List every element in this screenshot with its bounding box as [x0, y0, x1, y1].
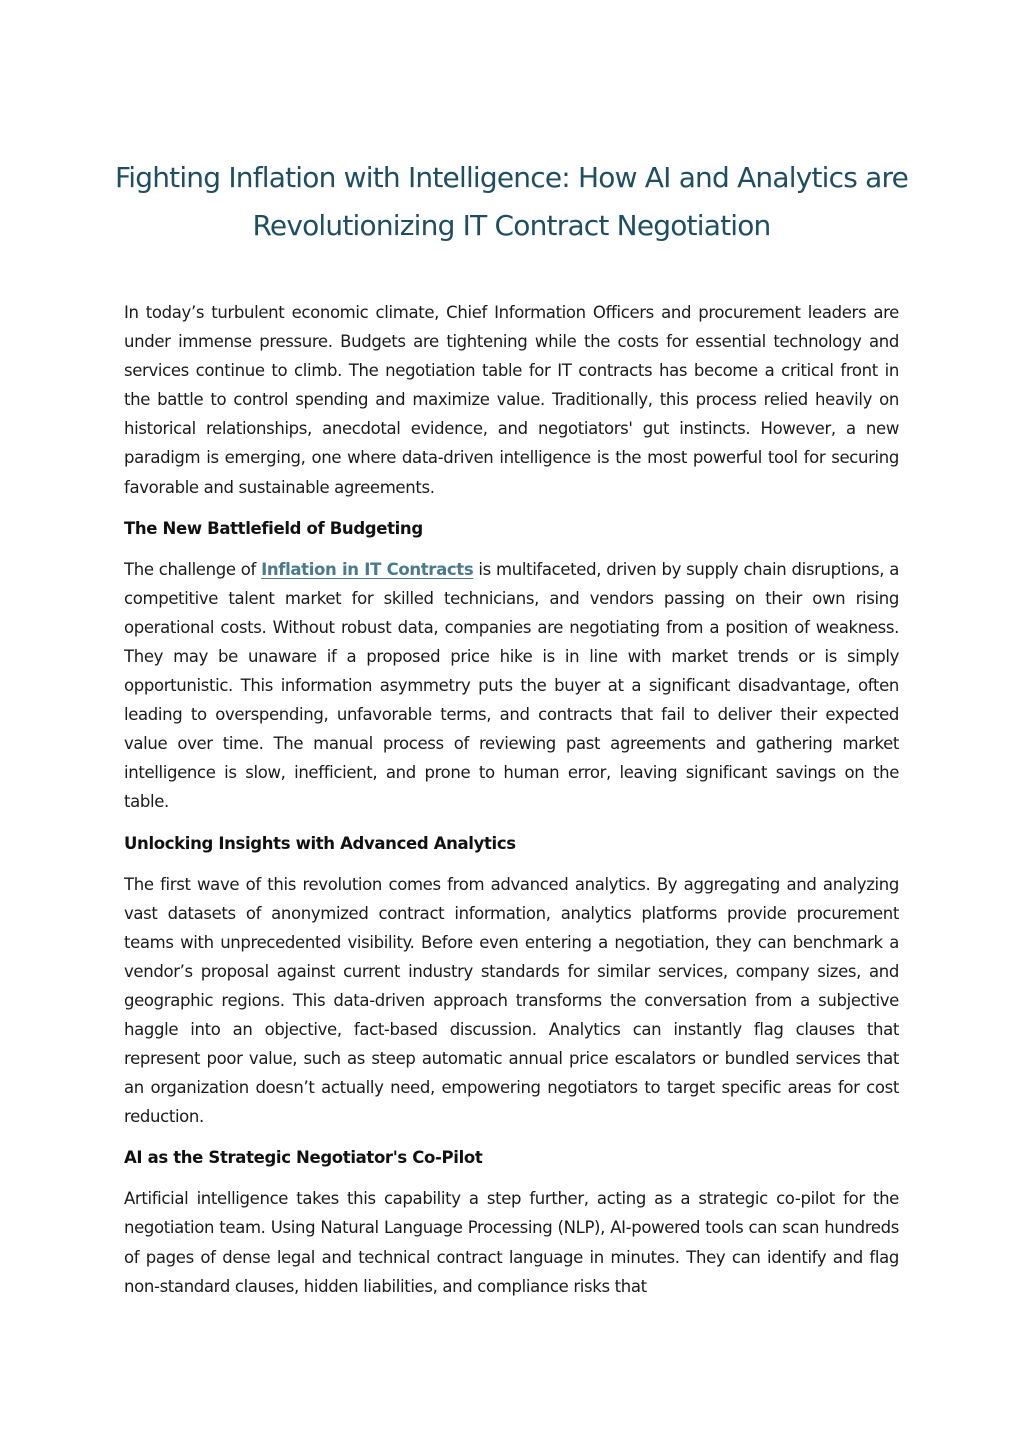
paragraph-text: The challenge of	[124, 559, 262, 579]
paragraph-text: is multifaceted, driven by supply chain disruptions, a competitive talent market for skilled technicians, and vendors passing on their own rising operational costs. Without robust data, companies are negotiating from a position of weakness. They may be unaware if a proposed price hike is in line with market trends or is simply opportunistic. This information asymmetry puts the buyer at a significant disadvantage, often leading to overspending, unfavorable terms, and contracts that fail to deliver their expected value over time. The manual process of reviewing past agreements and gathering market intelligence is slow, inefficient, and prone to human error, leaving significant savings on the table.	[124, 559, 899, 812]
inflation-contracts-link[interactable]: Inflation in IT Contracts	[261, 559, 474, 579]
section-paragraph-budgeting	[124, 555, 899, 817]
intro-paragraph: In today’s turbulent economic climate, Chief Information Officers and procurement leaders are under immense pressure. Budgets are tightening while the costs for essential technology and services continue to climb. The negotiation table for IT contracts has become a critical front in the battle to control spending and maximize value. Traditionally, this process relied heavily on historical relationships, anecdotal evidence, and negotiators' gut instincts. However, a new paradigm is emerging, one where data-driven intelligence is the most powerful tool for securing favorable and sustainable agreements.	[124, 303, 899, 497]
section-heading-ai-copilot: AI as the Strategic Negotiator's Co-Pilot	[124, 1148, 483, 1168]
section-heading-budgeting: The New Battlefield of Budgeting	[124, 518, 423, 538]
section-paragraph-analytics: The first wave of this revolution comes from advanced analytics. By aggregating and analyzing vast datasets of anonymized contract information, analytics platforms provide procurement teams with unprecedented visibility. Before even entering a negotiation, they can benchmark a vendor’s proposal against current industry standards for similar services, company sizes, and geographic regions. This data-driven approach transforms the conversation from a subjective haggle into an objective, fact-based discussion. Analytics can instantly flag clauses that represent poor value, such as steep automatic annual price escalators or bundled services that an organization doesn’t actually need, empowering negotiators to target specific areas for cost reduction.	[124, 874, 899, 1127]
document-title: Fighting Inflation with Intelligence: How AI and Analytics are Revolutionizing IT Contract Negotiation	[114, 161, 909, 242]
section-heading-analytics: Unlocking Insights with Advanced Analytics	[124, 833, 516, 853]
section-paragraph-ai-copilot: Artificial intelligence takes this capability a step further, acting as a strategic co-pilot for the negotiation team. Using Natural Language Processing (NLP), AI-powered tools can scan hundreds of pages of dense legal and technical contract language in minutes. They can identify and flag non-standard clauses, hidden liabilities, and compliance risks that	[124, 1189, 899, 1296]
document-body	[124, 298, 899, 1301]
